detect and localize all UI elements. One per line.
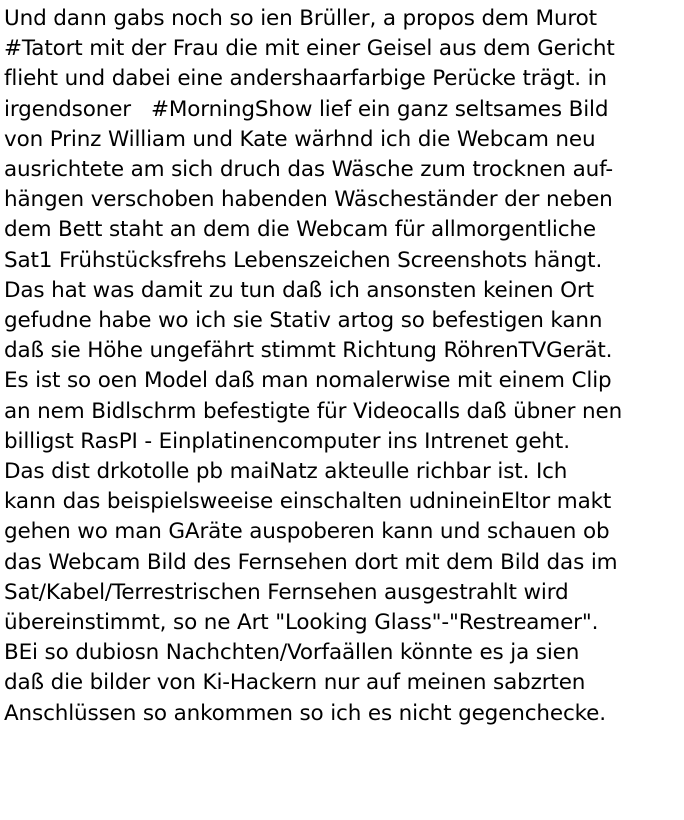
- text-line: gefudne habe wo ich sie Stativ artog so befestigen kann: [4, 308, 603, 334]
- text-line: von Prinz William und Kate wärhnd ich die Webcam neu: [4, 126, 596, 152]
- text-line: an nem Bidlschrm befestigte für Videocalls daß übner nen: [4, 398, 623, 424]
- text-line: hängen verschoben habenden Wäscheständer der neben: [4, 187, 613, 213]
- text-line: Anschlüssen so ankommen so ich es nicht gegenchecke.: [4, 700, 606, 726]
- text-line: Und dann gabs noch so ien Brüller, a propos dem Murot: [4, 6, 597, 31]
- text-line: Sat1 Frühstücksfrehs Lebenszeichen Screenshots hängt.: [4, 247, 603, 273]
- text-line: übereinstimmt, so ne Art "Looking Glass"-"Restreamer".: [4, 610, 599, 636]
- text-line: Sat/Kabel/Terrestrischen Fernsehen ausgestrahlt wird: [4, 579, 569, 605]
- text-line: Das hat was damit zu tun daß ich ansonsten keinen Ort: [4, 277, 594, 303]
- text-line: Das dist drkotolle pb maiNatz akteulle richbar ist. Ich: [4, 459, 568, 485]
- text-line: #Tatort mit der Frau die mit einer Geisel aus dem Gericht: [4, 36, 615, 62]
- text-line: kann das beispielsweeise einschalten udnineinEltor makt: [4, 489, 612, 515]
- text-line: billigst RasPI - Einplatinencomputer ins Intrenet geht.: [4, 428, 570, 454]
- text-line: das Webcam Bild des Fernsehen dort mit dem Bild das im: [4, 549, 618, 575]
- text-line: flieht und dabei eine andershaarfarbige Perücke trägt. in: [4, 66, 607, 92]
- text-line: dem Bett staht an dem die Webcam für allmorgentliche: [4, 217, 596, 243]
- text-line: ausrichtete am sich druch das Wäsche zum trocknen auf-: [4, 157, 613, 183]
- text-line: gehen wo man GAräte auspoberen kann und schauen ob: [4, 519, 610, 545]
- text-line: Es ist so oen Model daß man nomalerwise mit einem Clip: [4, 368, 612, 394]
- text-line: daß die bilder von Ki-Hackern nur auf meinen sabzrten: [4, 670, 586, 696]
- text-line: irgendsoner #MorningShow lief ein ganz seltsames Bild: [4, 96, 609, 122]
- text-line: BEi so dubiosn Nachchten/Vorfaällen könnte es ja sien: [4, 640, 580, 666]
- text-line: daß sie Höhe ungefährt stimmt Richtung RöhrenTVGerät.: [4, 338, 613, 364]
